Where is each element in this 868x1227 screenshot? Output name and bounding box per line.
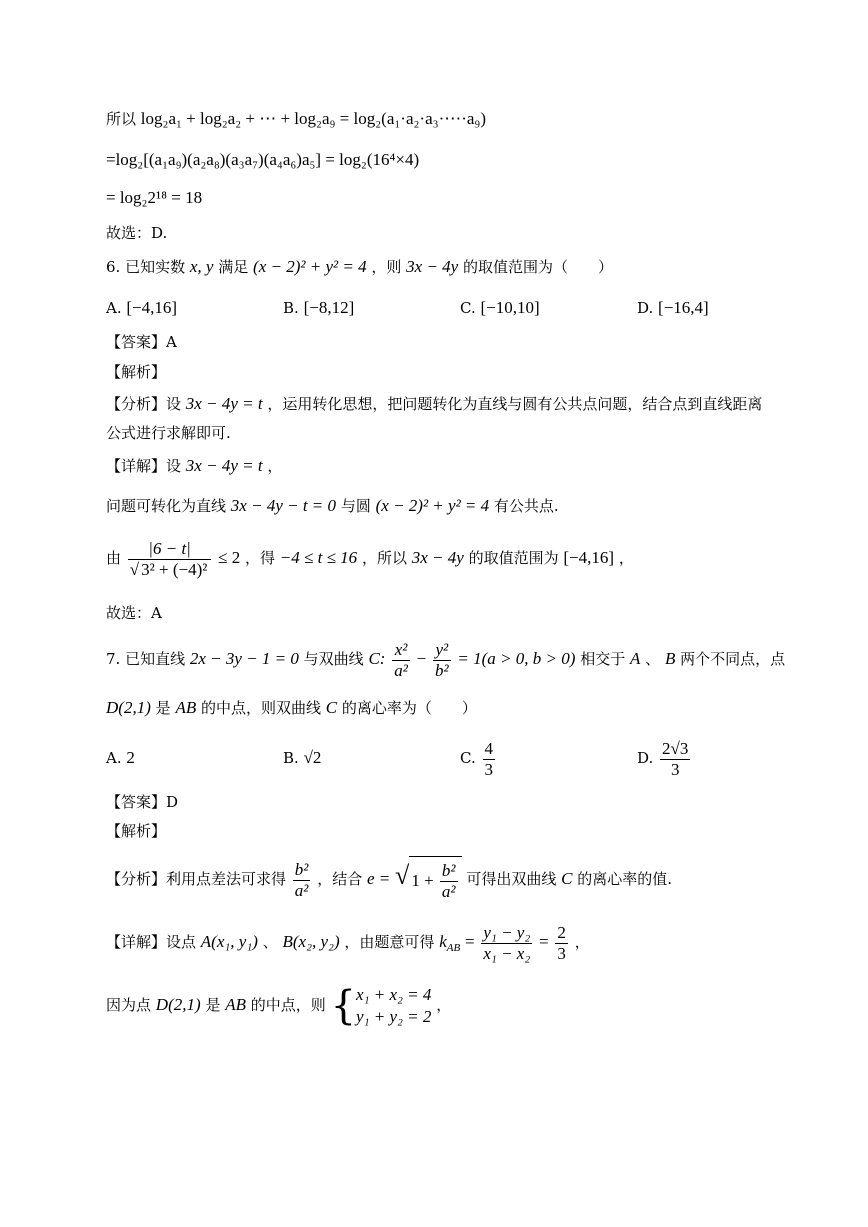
analysis-6-heading <box>106 361 166 383</box>
formula: 3x − 4y − t = 0 <box>230 496 337 515</box>
text: 与双曲线 <box>303 650 364 668</box>
text: ，则 <box>371 258 402 276</box>
text: ， <box>574 933 590 951</box>
option-value: [−10,10] <box>480 298 540 317</box>
slope-symbol: k <box>439 932 447 951</box>
text: 可得出双曲线 <box>466 870 557 888</box>
text: 因为点 <box>106 996 152 1014</box>
formula: = 1(a > 0, b > 0) <box>457 649 576 668</box>
sqrt-content: 3² + (−4)² <box>141 559 208 579</box>
fraction-denominator: 3 <box>557 943 566 963</box>
result-fraction <box>555 923 568 964</box>
formula: = <box>539 932 549 951</box>
option-label: B. <box>283 749 299 767</box>
fraction-denominator: 3 <box>670 759 680 779</box>
text: 的离心率为（ ） <box>341 699 477 717</box>
text: 是 <box>205 996 221 1014</box>
formula: A(x₁, y₁) <box>200 932 258 951</box>
fraction-numerator: y² <box>433 640 451 661</box>
formula: (x − 2)² + y² = 4 <box>375 496 490 515</box>
formula: = <box>464 932 475 951</box>
distance-fraction <box>128 539 212 580</box>
q6-option-b <box>283 297 354 319</box>
formula: 3x − 4y = t <box>185 394 263 413</box>
answer-6 <box>106 331 177 353</box>
formula: B(x₂, y₂) <box>282 932 340 951</box>
analysis-7-heading <box>106 820 166 842</box>
question-7 <box>106 636 785 682</box>
fraction-b-over-a <box>440 861 458 902</box>
option-label: D. <box>637 299 654 317</box>
text: ，运用转化思想，把问题转化为直线与圆有公共点问题，结合点到直线距离 <box>267 395 763 413</box>
fraction-numerator: x² <box>392 640 410 661</box>
text: 6. 已知实数 <box>106 258 186 276</box>
slope-fraction <box>481 923 532 964</box>
q7-option-c <box>460 738 497 780</box>
fraction-denominator: a² <box>294 880 309 900</box>
text: 所以 <box>106 110 137 128</box>
text: ，结合 <box>317 870 363 888</box>
detail-6 <box>106 455 282 477</box>
analysis-6-cont <box>106 422 231 444</box>
formula: C: <box>368 649 386 668</box>
fraction-numerator: y₁ − y₂ <box>483 922 531 942</box>
text: 【分析】利用点差法可求得 <box>106 870 287 888</box>
text: 的离心率的值. <box>577 870 673 888</box>
formula: 2x − 3y − 1 = 0 <box>189 649 299 668</box>
formula: C <box>325 698 338 717</box>
formula: 3x − 4y <box>406 257 459 276</box>
text: 的中点，则 <box>250 996 326 1014</box>
fraction-denominator: x₁ − x₂ <box>483 943 531 963</box>
formula: 1 + <box>411 870 434 890</box>
text: 7. 已知直线 <box>106 650 186 668</box>
option-fraction <box>660 739 690 780</box>
fraction-numerator: b² <box>294 859 309 879</box>
text: ，由题意可得 <box>344 933 435 951</box>
formula: B <box>664 649 676 668</box>
fraction-denominator: a² <box>441 882 456 902</box>
q6-option-a <box>106 297 177 319</box>
formula: A <box>629 649 641 668</box>
formula: AB <box>175 698 197 717</box>
question-7-cont <box>106 697 477 719</box>
text: 【解析】 <box>106 822 167 840</box>
detail-7 <box>106 918 590 972</box>
formula: e = <box>366 869 391 888</box>
formula: 3x − 4y = t <box>185 456 263 475</box>
q6-option-d <box>637 297 709 319</box>
formula: x, y <box>189 257 214 276</box>
text: 问题可转化为直线 <box>106 497 227 515</box>
option-label: A. <box>106 299 122 317</box>
formula: (x − 2)² + y² = 4 <box>253 257 367 276</box>
text: 【解析】 <box>106 363 167 381</box>
sqrt-content <box>409 856 461 905</box>
option-value: [−16,4] <box>658 298 709 317</box>
text: 故选：A <box>106 604 162 622</box>
fraction-numerator: b² <box>441 861 456 881</box>
text: 有公共点. <box>493 497 559 515</box>
option-value: √2 <box>303 748 322 767</box>
option-value: [−8,12] <box>303 298 355 317</box>
text: 的中点，则双曲线 <box>201 699 322 717</box>
text: ，所以 <box>361 549 407 567</box>
option-fraction <box>483 739 496 780</box>
fraction-denominator: √ 3² + (−4)² <box>129 559 208 579</box>
fraction-numerator: 4 <box>484 738 493 758</box>
text: 【详解】设 <box>106 457 182 475</box>
fraction-numerator: 2√3 <box>662 738 689 758</box>
text: 、 <box>645 650 661 668</box>
text: 【分析】设 <box>106 395 182 413</box>
fraction-denominator: 3 <box>484 759 493 779</box>
formula: [−4,16] <box>563 548 615 567</box>
line-log-result <box>106 187 202 209</box>
formula: C <box>561 869 573 888</box>
equation-system <box>356 984 431 1028</box>
line-select-d <box>106 222 167 244</box>
system-row: y₁ + y₂ = 2 <box>356 1007 432 1026</box>
q7-option-b <box>283 747 321 769</box>
text: ， <box>618 549 634 567</box>
text: 的取值范围为（ ） <box>463 258 614 276</box>
formula: D(2,1) <box>106 698 151 717</box>
formula: = log₂2¹⁸ = 18 <box>106 188 203 207</box>
detail-7-midpoint <box>106 980 451 1030</box>
fraction-numerator: |6 − t| <box>128 539 212 560</box>
text: 两个不同点，点 <box>680 650 786 668</box>
option-value: 2 <box>126 748 135 767</box>
text: 【答案】D <box>106 793 179 811</box>
text: 公式进行求解即可. <box>106 424 231 442</box>
slope-subscript: AB <box>446 942 461 954</box>
select-6 <box>106 602 162 624</box>
option-value: [−4,16] <box>126 298 178 317</box>
formula: log₂a₁ + log₂a₂ + ⋯ + log₂a₉ = log₂(a₁·a₂·a₃·⋯·a₉) <box>140 109 487 128</box>
formula: 3x − 4y <box>411 548 464 567</box>
analysis-6 <box>106 393 762 415</box>
fraction-numerator: 2 <box>557 922 566 942</box>
option-label: B. <box>283 299 299 317</box>
answer-7 <box>106 791 178 813</box>
formula: =log₂[(a₁a₉)(a₂a₈)(a₃a₇)(a₄a₆)a₅] = log₂(16⁴×4) <box>106 150 420 169</box>
fraction-y <box>433 640 451 681</box>
line-log-product <box>106 149 419 171</box>
formula: − <box>416 649 427 668</box>
formula: −4 ≤ t ≤ 16 <box>279 548 358 567</box>
detail-6-distance <box>106 530 634 586</box>
detail-6-transform <box>106 495 559 517</box>
fraction-denominator: b² <box>435 660 449 680</box>
line-log-sum <box>106 108 486 130</box>
text: 的取值范围为 <box>468 549 559 567</box>
text: 【答案】A <box>106 333 177 351</box>
fraction-denominator: a² <box>394 660 408 680</box>
q6-option-c <box>460 297 540 319</box>
analysis-7 <box>106 852 672 905</box>
text: 满足 <box>218 258 249 276</box>
text: ， <box>267 457 283 475</box>
fraction-x <box>392 640 410 681</box>
formula: D(2,1) <box>155 995 201 1014</box>
question-6 <box>106 256 613 278</box>
text: ， <box>436 996 452 1014</box>
text: ，得 <box>245 549 276 567</box>
formula: AB <box>225 995 247 1014</box>
option-label: D. <box>637 749 654 767</box>
system-row: x₁ + x₂ = 4 <box>356 985 432 1004</box>
option-label: C. <box>460 299 476 317</box>
q7-option-d <box>637 738 692 780</box>
formula: ≤ 2 <box>218 548 241 567</box>
option-label: C. <box>460 749 476 767</box>
system-brace: { <box>330 983 357 1029</box>
text: 【详解】设点 <box>106 933 197 951</box>
option-label: A. <box>106 749 122 767</box>
text: 故选：D. <box>106 224 168 242</box>
text: 与圆 <box>340 497 371 515</box>
fraction-b-over-a <box>293 860 311 901</box>
text: 由 <box>106 549 122 567</box>
text: 、 <box>262 933 278 951</box>
q7-option-a <box>106 747 135 769</box>
text: 是 <box>155 699 171 717</box>
text: 相交于 <box>580 650 626 668</box>
sqrt-sign: √ <box>395 861 410 890</box>
